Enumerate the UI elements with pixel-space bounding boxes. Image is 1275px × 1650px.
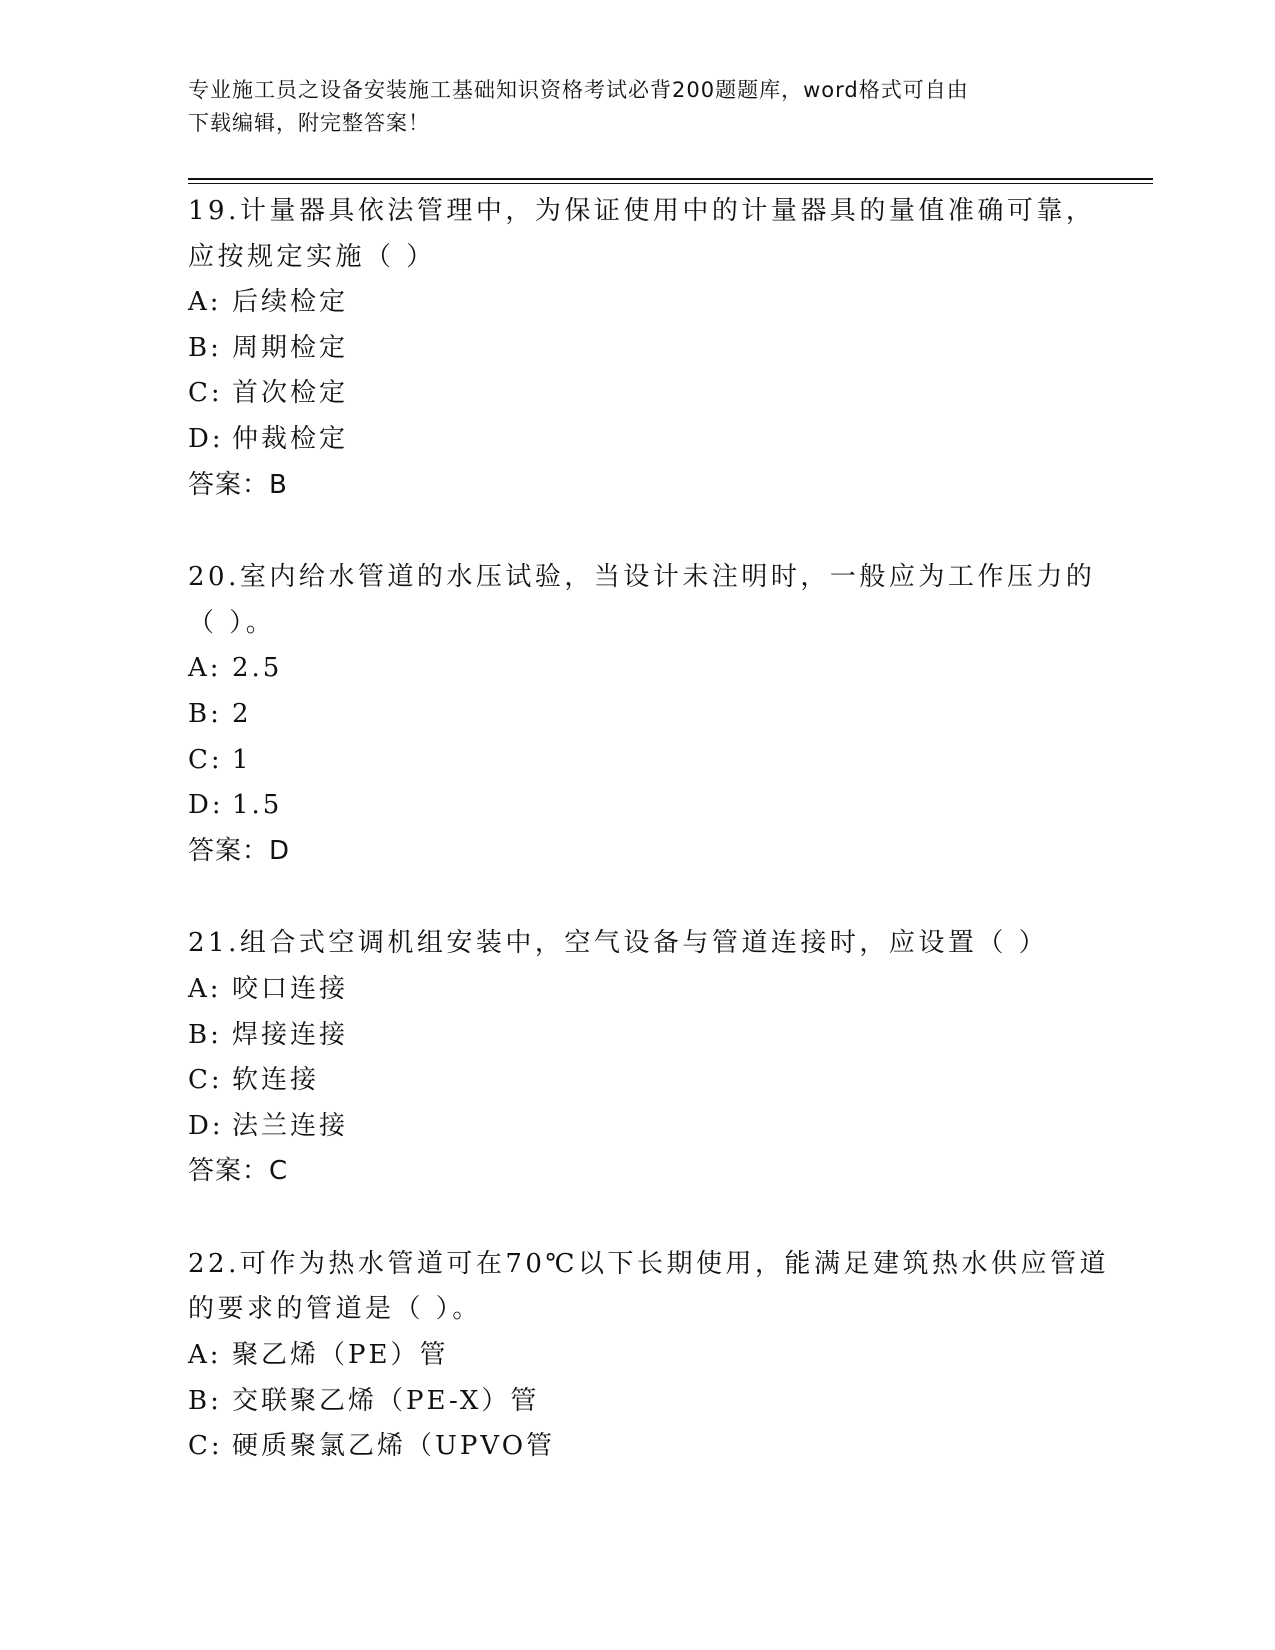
option-text: 2.5 — [232, 653, 283, 684]
question-text-line: 22.可作为热水管道可在70℃以下长期使用，能满足建筑热水供应管道 — [188, 1248, 1110, 1279]
option-b — [188, 692, 1088, 738]
header-line-2: 下载编辑，附完整答案！ — [188, 111, 430, 135]
question-19 — [188, 189, 1096, 508]
question-text — [188, 921, 1088, 967]
option-text: 后续检定 — [232, 287, 349, 318]
document-header — [188, 74, 1088, 140]
option-letter: A: — [188, 1340, 222, 1371]
question-21 — [188, 921, 1088, 1195]
option-letter: D: — [188, 790, 224, 821]
option-c — [188, 371, 1088, 417]
option-text: 交联聚乙烯（PE-X）管 — [232, 1385, 540, 1416]
option-text: 聚乙烯（PE）管 — [232, 1340, 449, 1371]
question-22 — [188, 1242, 1110, 1470]
answer-line: 答案：B — [188, 469, 288, 500]
option-letter: A: — [188, 287, 222, 318]
question-text-line: 21.组合式空调机组安装中，空气设备与管道连接时，应设置（ ） — [188, 928, 1049, 959]
option-c — [188, 738, 1088, 784]
option-text: 1 — [232, 744, 252, 775]
question-text-line: 19.计量器具依法管理中，为保证使用中的计量器具的量值准确可靠， — [188, 196, 1096, 226]
option-text: 周期检定 — [232, 332, 349, 363]
question-text-line: 应按规定实施（ ） — [188, 241, 436, 272]
option-a — [188, 967, 1088, 1013]
option-a — [188, 646, 1088, 692]
question-text — [188, 189, 1096, 280]
option-text: 软连接 — [232, 1065, 320, 1096]
option-letter: C: — [188, 1065, 223, 1096]
option-letter: D: — [188, 1110, 224, 1141]
option-a — [188, 1333, 1088, 1379]
option-a — [188, 280, 1088, 326]
answer-line: 答案：D — [188, 835, 291, 866]
option-text: 咬口连接 — [232, 973, 349, 1004]
question-20 — [188, 555, 1096, 874]
option-d — [188, 783, 1088, 829]
option-letter: D: — [188, 423, 224, 454]
option-letter: B: — [188, 1385, 222, 1416]
option-b — [188, 1379, 1088, 1425]
option-letter: B: — [188, 332, 222, 363]
option-letter: A: — [188, 973, 222, 1004]
option-b — [188, 1013, 1088, 1059]
option-b — [188, 326, 1088, 372]
option-letter: C: — [188, 378, 223, 409]
option-text: 首次检定 — [232, 378, 349, 409]
option-letter: C: — [188, 1431, 223, 1462]
option-text: 仲裁检定 — [232, 423, 349, 454]
option-c — [188, 1058, 1088, 1104]
option-letter: A: — [188, 653, 222, 684]
question-text-line: 20.室内给水管道的水压试验，当设计未注明时，一般应为工作压力的 — [188, 562, 1096, 593]
option-c — [188, 1424, 1088, 1470]
header-line-1: 专业施工员之设备安装施工基础知识资格考试必背200题题库，word格式可自由 — [188, 78, 969, 102]
question-list — [188, 189, 1110, 1517]
option-d — [188, 1104, 1088, 1150]
option-text: 2 — [232, 698, 252, 729]
question-text — [188, 555, 1096, 646]
option-text: 焊接连接 — [232, 1019, 349, 1050]
option-letter: B: — [188, 1019, 222, 1050]
option-letter: C: — [188, 744, 223, 775]
question-text — [188, 1242, 1110, 1333]
option-text: 法兰连接 — [232, 1110, 349, 1141]
option-text: 硬质聚氯乙烯（UPVO管 — [232, 1431, 556, 1462]
answer-line: 答案：C — [188, 1156, 289, 1187]
option-text: 1.5 — [232, 790, 283, 821]
option-d — [188, 417, 1088, 463]
header-divider-thick — [188, 178, 1153, 180]
question-text-line: 的要求的管道是（ ）。 — [188, 1294, 482, 1325]
option-letter: B: — [188, 698, 222, 729]
header-divider-thin — [188, 183, 1153, 184]
question-text-line: （ ）。 — [188, 607, 276, 638]
